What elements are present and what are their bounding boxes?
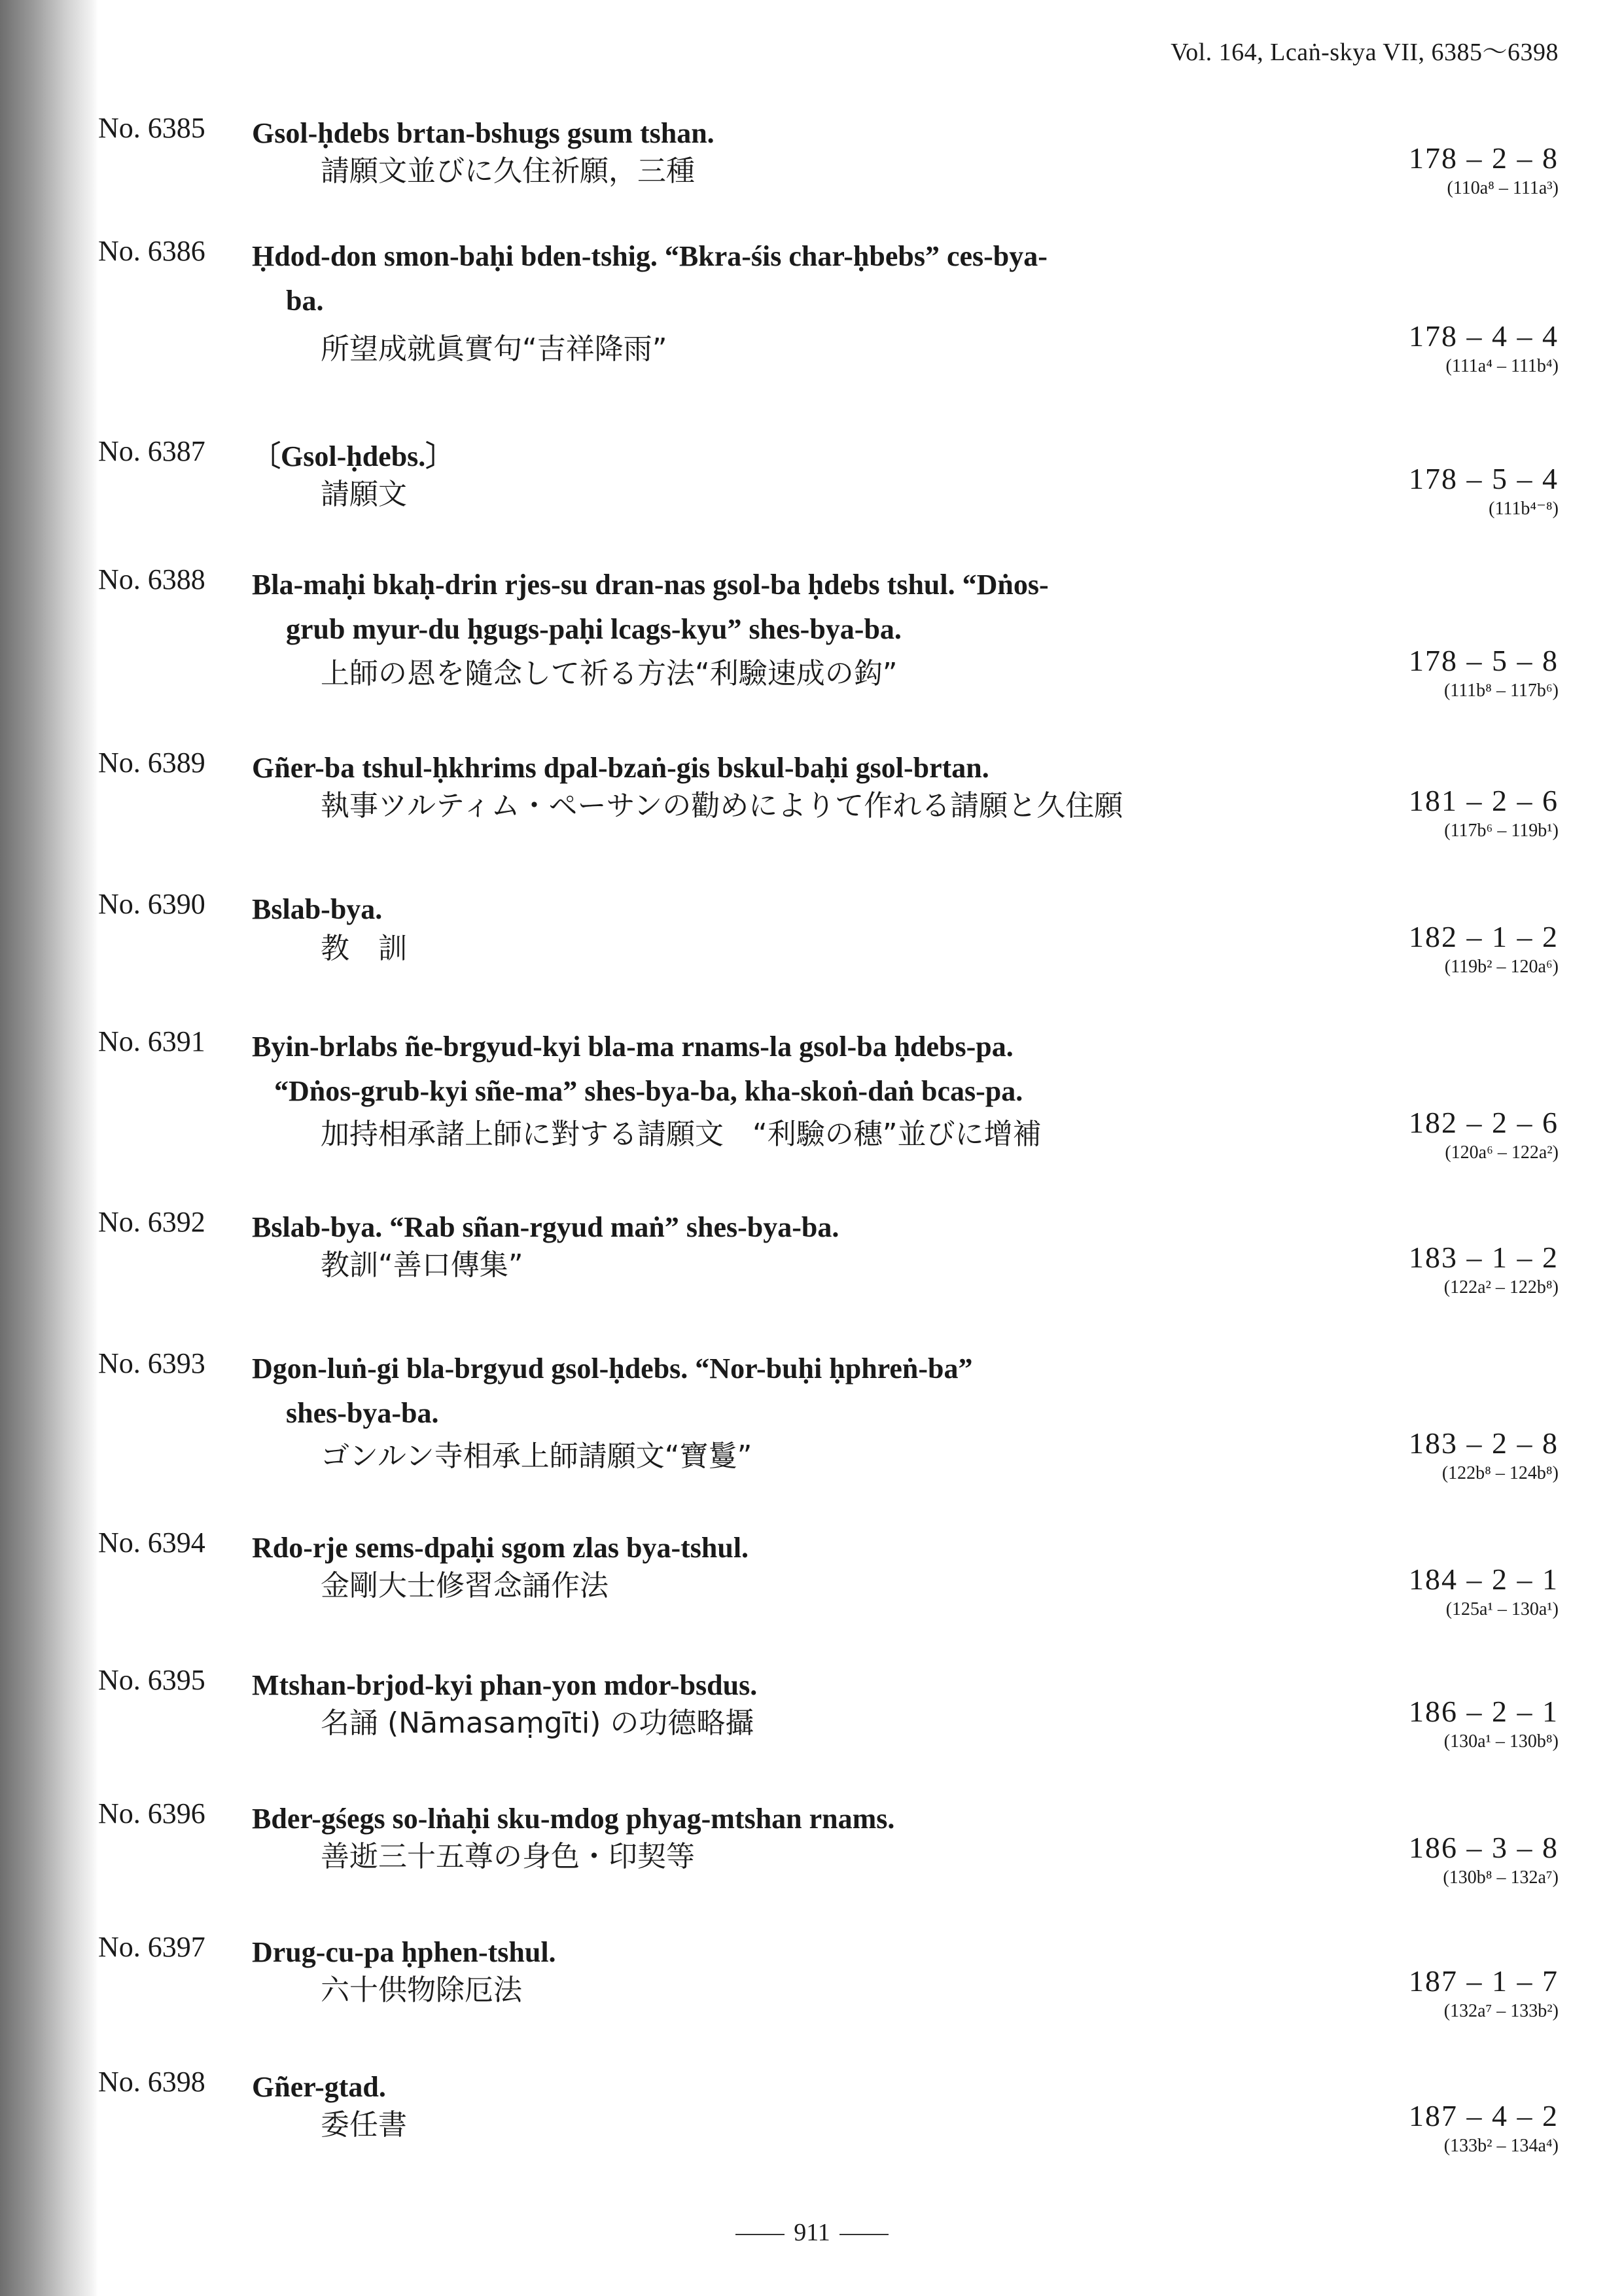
entry-reference: [1409, 1963, 1559, 2023]
entry-ref-sub: (130a¹ – 130b⁸): [1443, 1731, 1559, 1752]
entry-number: No. 6397: [98, 1931, 205, 1963]
binding-shadow: [0, 0, 98, 2296]
entry-ref-main: 178 – 2 – 8: [1409, 141, 1559, 175]
entry-ref-sub: (132a⁷ – 133b²): [1443, 2001, 1559, 2021]
entry-title-line1: Byin-brlabs ñe-brgyud-kyi bla-ma rnams-la gsol-ba ḥdebs-pa.: [252, 1031, 1014, 1063]
page-header: Vol. 164, Lcaṅ-skya VII, 6385～6398: [1171, 39, 1559, 66]
entry-ref-main: 187 – 1 – 7: [1409, 1964, 1559, 1998]
entry-title: [252, 1797, 894, 1841]
entry-number: No. 6392: [98, 1206, 205, 1238]
page-number: 911: [794, 2219, 830, 2246]
entry-japanese: 執事ツルティム・ペーサンの勸めによりて作れる請願と久住願: [321, 789, 1123, 822]
footer-dash-left: [735, 2234, 785, 2235]
entry-reference: [1409, 140, 1559, 200]
entry-title-line1: Ḥdod-don smon-baḥi bden-tshig. “Bkra-śis char-ḥbebs” ces-bya-: [252, 240, 1048, 272]
entry-number: No. 6387: [98, 435, 205, 467]
entry-title: [252, 1930, 556, 1975]
entry-reference: [1409, 1829, 1559, 1890]
entry-japanese: 所望成就眞實句“吉祥降雨”: [321, 332, 667, 366]
entry-ref-main: 182 – 1 – 2: [1409, 920, 1559, 953]
entry-ref-main: 184 – 2 – 1: [1409, 1563, 1559, 1596]
entry-ref-main: 187 – 4 – 2: [1409, 2099, 1559, 2132]
entry-number: No. 6385: [98, 112, 205, 144]
entry-number: No. 6388: [98, 563, 205, 595]
entry-japanese: ゴンルン寺相承上師請願文“寶鬘”: [321, 1439, 752, 1473]
entry-title: [252, 111, 715, 156]
entry-japanese: 請願文: [321, 478, 407, 511]
entry-reference: [1409, 461, 1559, 521]
entry-japanese: 委任書: [321, 2108, 407, 2142]
entry-ref-main: 178 – 5 – 8: [1409, 644, 1559, 677]
entry-ref-main: 182 – 2 – 6: [1409, 1106, 1559, 1139]
entry-ref-main: 178 – 5 – 4: [1409, 462, 1559, 495]
entry-title-line1: Bslab-bya. “Rab sñan-rgyud maṅ” shes-bya-ba.: [252, 1211, 839, 1243]
entry-title: [252, 1347, 973, 1436]
entry-ref-main: 183 – 2 – 8: [1409, 1426, 1559, 1460]
entry-title: [252, 1526, 749, 1570]
entry-ref-sub: (130b⁸ – 132a⁷): [1443, 1867, 1559, 1888]
entry-reference: [1409, 643, 1559, 703]
entry-title-line1: 〔Gsol-ḥdebs.〕: [252, 440, 455, 472]
entry-title-line1: Bslab-bya.: [252, 893, 383, 925]
page-footer: [0, 2218, 1624, 2247]
entry-reference: [1409, 1693, 1559, 1754]
entry-title: [252, 746, 989, 790]
entry-ref-main: 186 – 3 – 8: [1409, 1831, 1559, 1864]
entry-title-line1: Gsol-ḥdebs brtan-bshugs gsum tshan.: [252, 117, 715, 149]
entry-title: [252, 234, 1048, 323]
entry-title: [252, 1663, 757, 1708]
entry-reference: [1409, 1104, 1559, 1165]
entry-number: No. 6389: [98, 747, 205, 779]
entry-japanese: 上師の恩を隨念して祈る方法“利驗速成の鈎”: [321, 657, 898, 690]
entry-title-line1: Bder-gśegs so-lṅaḥi sku-mdog phyag-mtshan rnams.: [252, 1803, 895, 1835]
entry-ref-main: 178 – 4 – 4: [1409, 319, 1559, 353]
entry-reference: [1409, 783, 1559, 843]
entry-reference: [1409, 2098, 1559, 2158]
entry-ref-sub: (111b⁸ – 117b⁶): [1443, 680, 1559, 701]
entry-ref-sub: (110a⁸ – 111a³): [1447, 178, 1559, 198]
entry-japanese: 加持相承諸上師に對する請願文 “利驗の穗”並びに增補: [321, 1118, 1042, 1151]
entry-ref-sub: (133b² – 134a⁴): [1443, 2136, 1559, 2156]
entry-title: [252, 2065, 386, 2110]
entry-ref-main: 181 – 2 – 6: [1409, 784, 1559, 817]
entry-reference: [1409, 1425, 1559, 1485]
entry-ref-sub: (122a² – 122b⁸): [1443, 1277, 1559, 1298]
entry-japanese: 金剛大士修習念誦作法: [321, 1569, 609, 1602]
entry-title-line1: Bla-maḥi bkaḥ-drin rjes-su dran-nas gsol-ba ḥdebs tshul. “Dṅos-: [252, 569, 1049, 601]
entry-title-line1: Dgon-luṅ-gi bla-brgyud gsol-ḥdebs. “Nor-buḥi ḥphreṅ-ba”: [252, 1352, 973, 1385]
entry-title-line1: Drug-cu-pa ḥphen-tshul.: [252, 1936, 556, 1968]
entry-number: No. 6394: [98, 1527, 205, 1559]
entry-title-line2: ba.: [286, 285, 324, 317]
entry-reference: [1409, 318, 1559, 378]
entry-number: No. 6386: [98, 235, 205, 267]
entry-title-line2: shes-bya-ba.: [286, 1397, 439, 1429]
entry-title: [252, 1205, 839, 1250]
entry-number: No. 6398: [98, 2066, 205, 2098]
entry-ref-sub: (122b⁸ – 124b⁸): [1441, 1463, 1559, 1483]
entry-ref-sub: (120a⁶ – 122a²): [1445, 1142, 1559, 1163]
entry-ref-main: 183 – 1 – 2: [1409, 1241, 1559, 1274]
entry-ref-sub: (117b⁶ – 119b¹): [1444, 821, 1559, 841]
entry-title: [252, 563, 1049, 652]
entry-title-line2: “Dṅos-grub-kyi sñe-ma” shes-bya-ba, kha-skoṅ-daṅ bcas-pa.: [274, 1075, 1023, 1107]
entry-title-line1: Gñer-ba tshul-ḥkhrims dpal-bzaṅ-gis bskul-baḥi gsol-brtan.: [252, 752, 989, 784]
entry-ref-sub: (119b² – 120a⁶): [1444, 957, 1559, 977]
entry-ref-sub: (111a⁴ – 111b⁴): [1445, 356, 1559, 376]
entry-number: No. 6390: [98, 888, 205, 920]
entry-japanese: 名誦 (Nāmasaṃgīti) の功德略攝: [321, 1706, 754, 1740]
entry-title-line1: Mtshan-brjod-kyi phan-yon mdor-bsdus.: [252, 1669, 758, 1701]
entry-reference: [1409, 1239, 1559, 1299]
entry-title-line2: grub myur-du ḥgugs-paḥi lcags-kyu” shes-bya-ba.: [286, 613, 902, 645]
entry-title: [252, 1025, 1023, 1114]
entry-reference: [1409, 1561, 1559, 1621]
entry-japanese: 教 訓: [321, 932, 407, 965]
entry-title: [252, 434, 454, 479]
entry-japanese: 請願文並びに久住祈願，三種: [321, 154, 695, 188]
entry-number: No. 6393: [98, 1347, 205, 1379]
entry-title-line1: Rdo-rje sems-dpaḥi sgom zlas bya-tshul.: [252, 1532, 749, 1564]
entry-title: [252, 887, 382, 932]
entry-ref-sub: (111b⁴⁻⁸): [1489, 499, 1559, 519]
entry-japanese: 教訓“善口傳集”: [321, 1248, 523, 1282]
entry-ref-sub: (125a¹ – 130a¹): [1445, 1599, 1559, 1619]
entry-number: No. 6391: [98, 1025, 205, 1057]
entry-japanese: 六十供物除厄法: [321, 1973, 522, 2007]
footer-dash-right: [839, 2234, 889, 2235]
entry-number: No. 6396: [98, 1797, 205, 1829]
entry-ref-main: 186 – 2 – 1: [1409, 1695, 1559, 1728]
entry-japanese: 善逝三十五尊の身色・印契等: [321, 1840, 695, 1873]
entry-reference: [1409, 919, 1559, 979]
entry-title-line1: Gñer-gtad.: [252, 2071, 386, 2103]
entry-number: No. 6395: [98, 1664, 205, 1696]
